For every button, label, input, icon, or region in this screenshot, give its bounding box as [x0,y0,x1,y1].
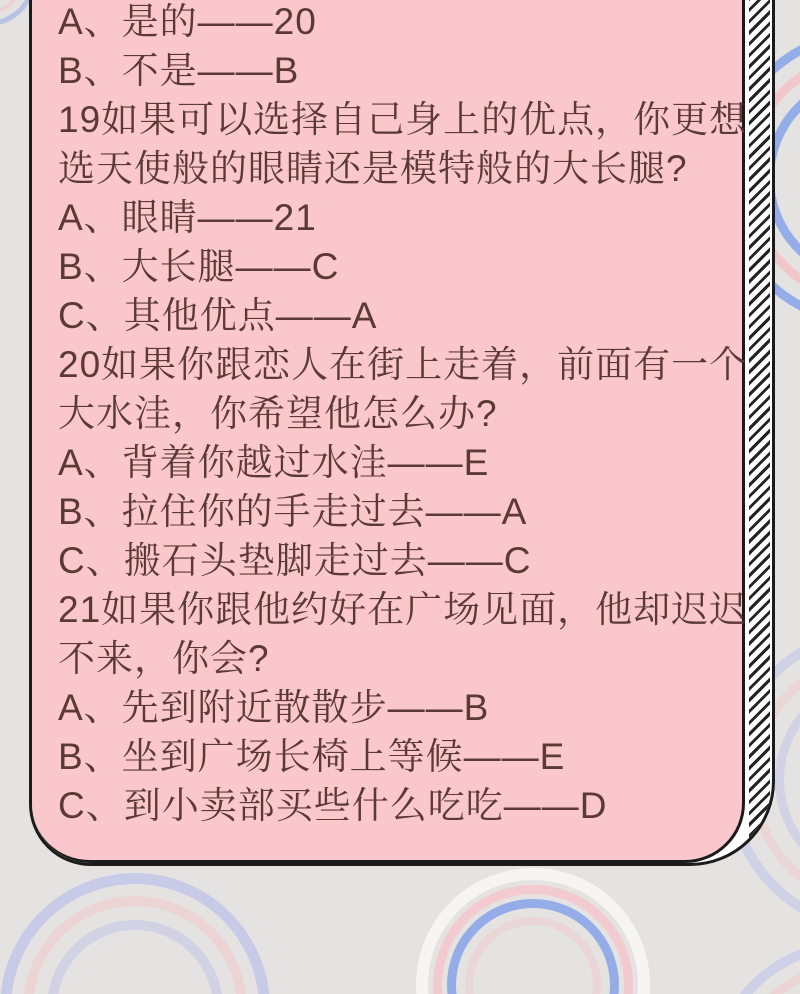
quiz-line: B、拉住你的手走过去——A [58,491,528,532]
quiz-line: A、眼睛——21 [58,197,317,238]
quiz-line: B、坐到广场长椅上等候——E [58,736,566,777]
quiz-line: A、先到附近散散步——B [58,687,490,728]
quiz-line: B、不是——B [58,50,300,91]
stitched-edge-pattern [749,0,770,861]
quiz-line: 大水洼，你希望他怎么办? [58,393,498,434]
quiz-line: 20如果你跟恋人在街上走着，前面有一个 [58,344,748,385]
quiz-line: 21如果你跟他约好在广场见面，他却迟迟 [58,589,748,630]
quiz-text-block [58,0,748,830]
quiz-line: A、是的——20 [58,1,317,42]
quiz-line: C、其他优点——A [58,295,378,336]
quiz-line: C、到小卖部买些什么吃吃——D [58,785,608,826]
quiz-line: 不来，你会? [58,638,270,679]
quiz-line: B、大长腿——C [58,246,340,287]
quiz-line: 19如果可以选择自己身上的优点，你更想 [58,99,748,140]
quiz-line: A、背着你越过水洼——E [58,442,490,483]
quiz-line: 选天使般的眼睛还是模特般的大长腿? [58,148,688,189]
quiz-line: C、搬石头垫脚走过去——C [58,540,532,581]
quiz-panel [32,0,748,863]
quiz-card [29,0,775,866]
